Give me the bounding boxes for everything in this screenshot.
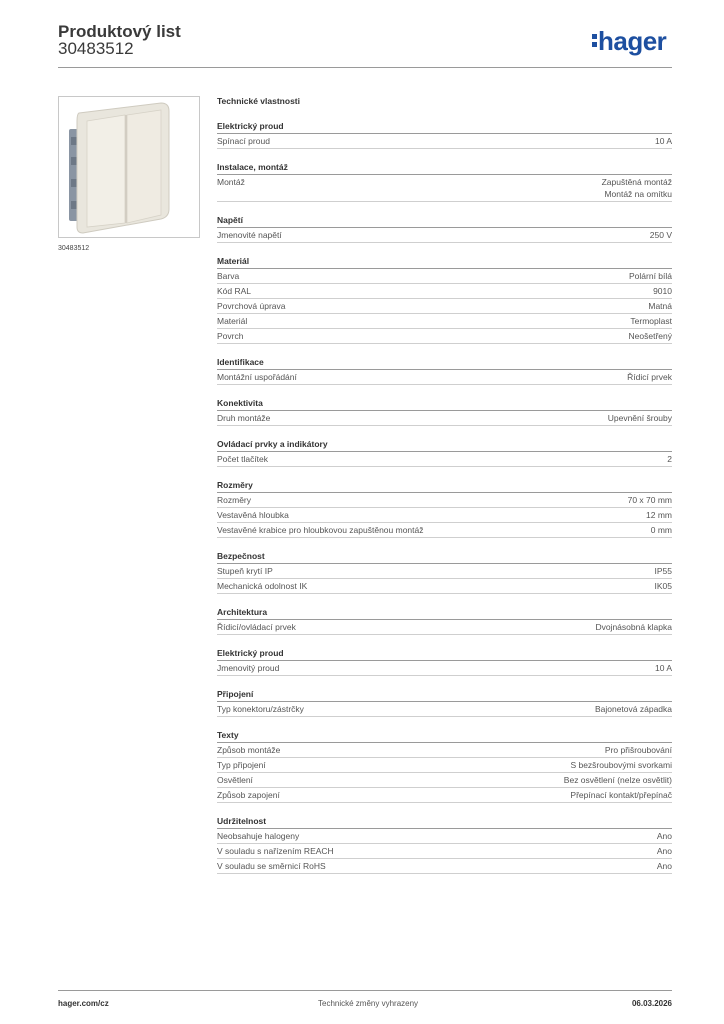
footer-divider [58,990,672,991]
property-section [217,254,672,344]
property-row [217,370,672,385]
page-title: Produktový list [58,22,181,41]
property-section [217,478,672,538]
property-value: Polární bílá [629,271,672,281]
property-section [217,728,672,803]
property-row [217,284,672,299]
property-label: Spínací proud [217,136,270,146]
property-value: S bezšroubovými svorkami [570,760,672,770]
property-section [217,814,672,874]
property-value: Ano [656,846,672,856]
property-row [217,523,672,538]
property-row [217,859,672,874]
image-caption: 30483512 [58,245,90,252]
property-section [217,646,672,676]
property-label: Typ připojení [217,760,266,770]
property-label: Neobsahuje halogeny [217,831,300,841]
property-value: 250 V [649,230,672,240]
property-section [217,549,672,594]
double-rocker-switch-icon [59,97,199,237]
technical-properties [217,94,672,874]
logo-text: hager [598,26,667,56]
property-row [217,758,672,773]
property-row [217,829,672,844]
property-label: Typ konektoru/zástrčky [217,704,304,714]
property-row [217,452,672,467]
property-row [217,564,672,579]
property-label: V souladu se směrnicí RoHS [217,861,326,871]
product-image [58,96,200,238]
property-label: Jmenovité napětí [217,230,282,240]
property-label: Řídicí/ovládací prvek [217,622,296,632]
property-value: IP55 [654,566,672,576]
property-label: Kód RAL [217,286,252,296]
section-title: Napětí [217,213,672,228]
property-section [217,437,672,467]
footer-disclaimer: Technické změny vyhrazeny [318,999,419,1008]
property-value: Zapuštěná montáž Montáž na omítku [601,177,672,199]
property-row [217,134,672,149]
footer-date: 06.03.2026 [631,999,672,1008]
property-label: Způsob montáže [217,745,281,755]
property-section [217,213,672,243]
section-title: Instalace, montáž [217,160,672,175]
section-title: Bezpečnost [217,549,672,564]
property-value: 9010 [653,286,672,296]
property-label: Materiál [217,316,248,326]
hager-logo [592,26,666,56]
property-value: Dvojnásobná klapka [595,622,672,632]
property-row [217,329,672,344]
property-value: 12 mm [646,510,672,520]
section-title: Konektivita [217,396,672,411]
properties-title: Technické vlastnosti [217,96,300,106]
property-label: Osvětlení [217,775,253,785]
property-value: Neošetřený [628,331,672,341]
logo-dots-icon [592,26,597,47]
section-title: Připojení [217,687,672,702]
property-value: 10 A [654,663,672,673]
property-label: Montáž [217,177,245,187]
section-title: Udržitelnost [217,814,672,829]
property-row [217,620,672,635]
property-row [217,579,672,594]
product-number: 30483512 [58,39,134,58]
property-value: Ano [656,861,672,871]
property-label: Stupeň krytí IP [217,566,273,576]
section-title: Elektrický proud [217,646,672,661]
property-section [217,355,672,385]
section-title: Texty [217,728,672,743]
property-row [217,175,672,202]
property-value: 10 A [654,136,672,146]
property-label: Povrch [217,331,244,341]
property-label: V souladu s nařízením REACH [217,846,334,856]
property-value: Termoplast [630,316,672,326]
property-label: Povrchová úprava [217,301,286,311]
property-section [217,119,672,149]
property-row [217,788,672,803]
property-value: 2 [667,454,672,464]
property-row [217,661,672,676]
footer-website: hager.com/cz [58,999,109,1008]
section-title: Materiál [217,254,672,269]
property-value: Přepínací kontakt/přepínač [570,790,672,800]
property-value: Bajonetová západka [594,704,672,714]
property-value: Pro přišroubování [604,745,672,755]
property-section [217,605,672,635]
property-label: Montážní uspořádání [217,372,297,382]
property-label: Vestavěná hloubka [217,510,289,520]
property-row [217,493,672,508]
property-value: Řídicí prvek [627,372,672,382]
property-label: Způsob zapojení [217,790,280,800]
property-section [217,687,672,717]
property-row [217,228,672,243]
property-value: 70 x 70 mm [627,495,672,505]
header-divider [58,67,672,68]
property-section [217,160,672,202]
property-row [217,411,672,426]
property-row [217,508,672,523]
property-value: 0 mm [650,525,672,535]
property-row [217,743,672,758]
property-label: Vestavěné krabice pro hloubkovou zapuštěnou montáž [217,525,424,535]
section-title: Elektrický proud [217,119,672,134]
property-label: Druh montáže [217,413,271,423]
property-value: Bez osvětlení (nelze osvětlit) [563,775,672,785]
property-value: Ano [656,831,672,841]
property-row [217,773,672,788]
property-row [217,844,672,859]
property-label: Počet tlačítek [217,454,269,464]
property-row [217,702,672,717]
section-title: Rozměry [217,478,672,493]
property-label: Mechanická odolnost IK [217,581,308,591]
section-title: Ovládací prvky a indikátory [217,437,672,452]
property-row [217,269,672,284]
property-label: Rozměry [217,495,252,505]
property-section [217,396,672,426]
section-title: Architektura [217,605,672,620]
property-label: Barva [217,271,240,281]
property-row [217,299,672,314]
property-label: Jmenovitý proud [217,663,280,673]
property-value: Upevnění šrouby [607,413,672,423]
section-title: Identifikace [217,355,672,370]
property-value: Matná [648,301,672,311]
property-value: IK05 [654,581,672,591]
property-row [217,314,672,329]
